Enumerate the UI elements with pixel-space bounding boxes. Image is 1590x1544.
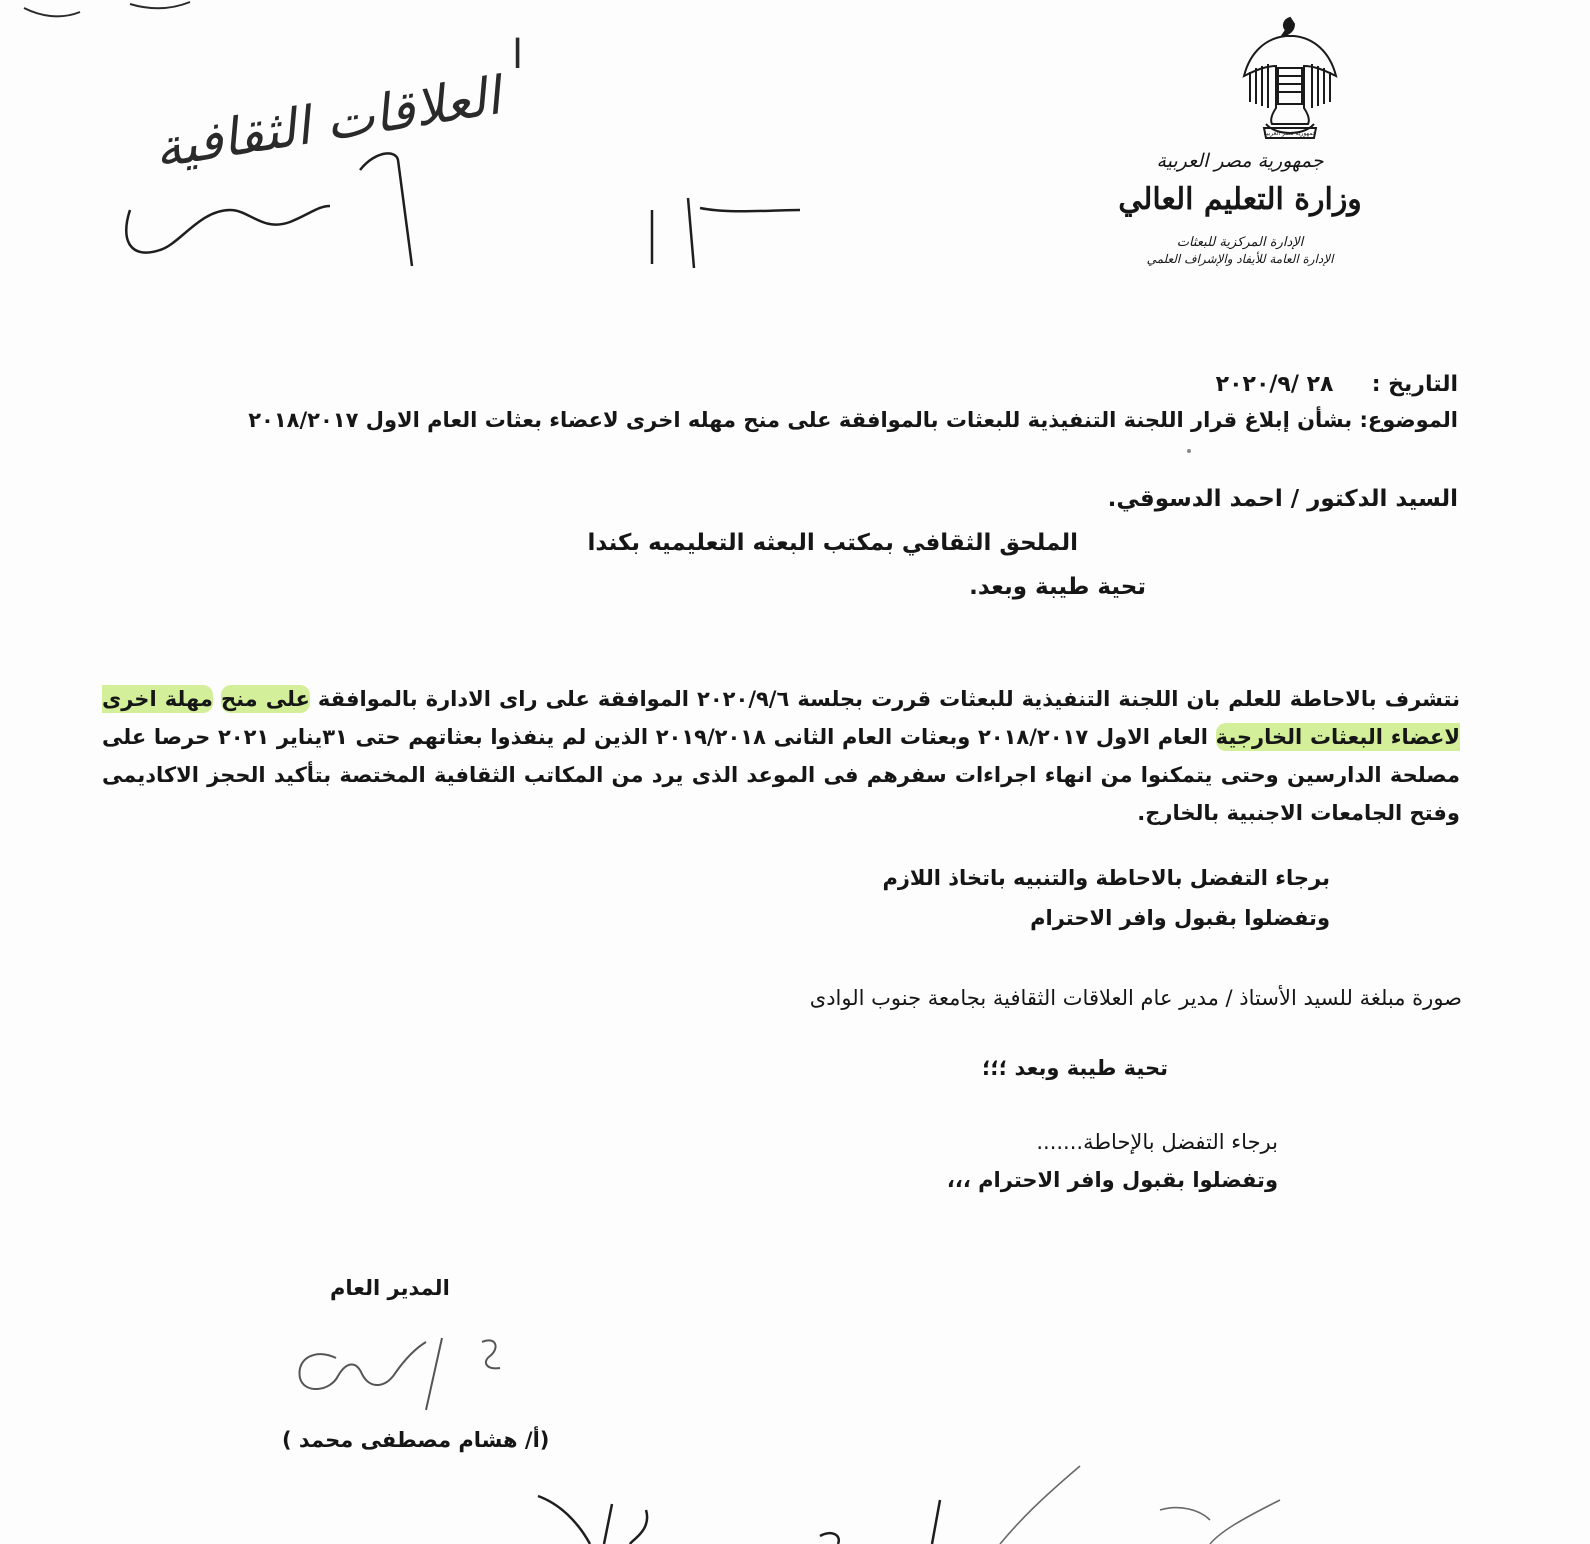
general-department: الإدارة العامة للأيفاد والإشراف العلمي [1146, 252, 1334, 266]
date-line [1216, 372, 1458, 397]
handwritten-stroke-1 [126, 206, 330, 253]
date-label: التاريخ : [1371, 372, 1458, 397]
handwritten-note-mark: ا [512, 32, 524, 78]
cc-greeting: تحية طيبة وبعد ؛؛؛ [981, 1056, 1168, 1080]
ministry-name: وزارة التعليم العالي [1118, 182, 1362, 217]
cc-line: صورة مبلغة للسيد الأستاذ / مدير عام العلاقات الثقافية بجامعة جنوب الوادى [809, 986, 1462, 1010]
handwritten-note-number: ١٣ [600, 40, 602, 41]
handwritten-notes [0, 0, 900, 290]
cc-respect: وتفضلوا بقبول وافر الاحترام ،،، [946, 1168, 1278, 1192]
date-value: ٢٨ /٢٠٢٠/٩ [1215, 372, 1334, 397]
handwritten-note-top: العلاقات الثقافية [150, 66, 505, 181]
central-department: الإدارة المركزية للبعثات [1176, 235, 1304, 250]
letterhead [1080, 150, 1400, 266]
handwritten-scribble-icon [24, 2, 190, 16]
cc-request: برجاء التفضل بالإحاطة....... [1036, 1130, 1278, 1154]
handwritten-bottom-strokes [520, 1460, 1420, 1544]
greeting: تحية طيبة وبعد. [969, 574, 1146, 600]
recipient-title: الملحق الثقافي بمكتب البعثه التعليميه بكندا [587, 530, 1078, 556]
signatory-name: (أ/ هشام مصطفى محمد ) [282, 1428, 550, 1452]
emblem-caption: جمهورية مصر العربية [1263, 130, 1317, 137]
closing-request: برجاء التفضل بالاحاطة والتنبيه باتخاذ اللازم [882, 866, 1330, 890]
handwritten-stroke-2 [360, 153, 412, 266]
subject-text: بشأن إبلاغ قرار اللجنة التنفيذية للبعثات بالموافقة على منح مهله اخرى لاعضاء بعثات العام الاول ٢٠١٨/٢٠١٧ [248, 408, 1353, 432]
eagle-emblem-icon [1236, 12, 1344, 144]
body-text-part1: نتشرف بالاحاطة للعلم بان اللجنة التنفيذية للبعثات قررت بجلسة ٢٠٢٠/٩/٦ الموافقة على راى الادارة بالموافقة [309, 687, 1460, 711]
body-text-part2: العام الاول ٢٠١٨/٢٠١٧ وبعثات العام الثانى ٢٠١٩/٢٠١٨ الذين لم ينفذوا بعثاتهم حتى ٣١يناير ٢٠٢١ حرصا على مصلحة الدارسين وحتى يتمكنوا من انهاء اجراءات سفرهم فى الموعد الذى يرد من المكاتب الثقافية المختصة بتأكيد الحجز الاكاديمى وفتح الجامعات الاجنبية بالخارج. [102, 725, 1460, 825]
signatory-title: المدير العام [330, 1276, 450, 1300]
recipient-name: السيد الدكتور / احمد الدسوقي. [1107, 486, 1458, 512]
handwritten-signature [286, 1318, 526, 1428]
highlighted-text-2: مهلة اخرى لاعضاء البعثات الخارجية [102, 687, 1461, 749]
closing-respect: وتفضلوا بقبول وافر الاحترام [1030, 906, 1330, 930]
subject-line [248, 408, 1458, 432]
body-paragraph [102, 680, 1460, 832]
handwritten-stroke-3 [652, 198, 800, 268]
subject-label: الموضوع: [1359, 408, 1458, 432]
dot-mark-icon [1184, 446, 1194, 456]
highlighted-text-1: على منح [220, 687, 310, 711]
republic-name: جمهورية مصر العربية [1156, 150, 1324, 172]
